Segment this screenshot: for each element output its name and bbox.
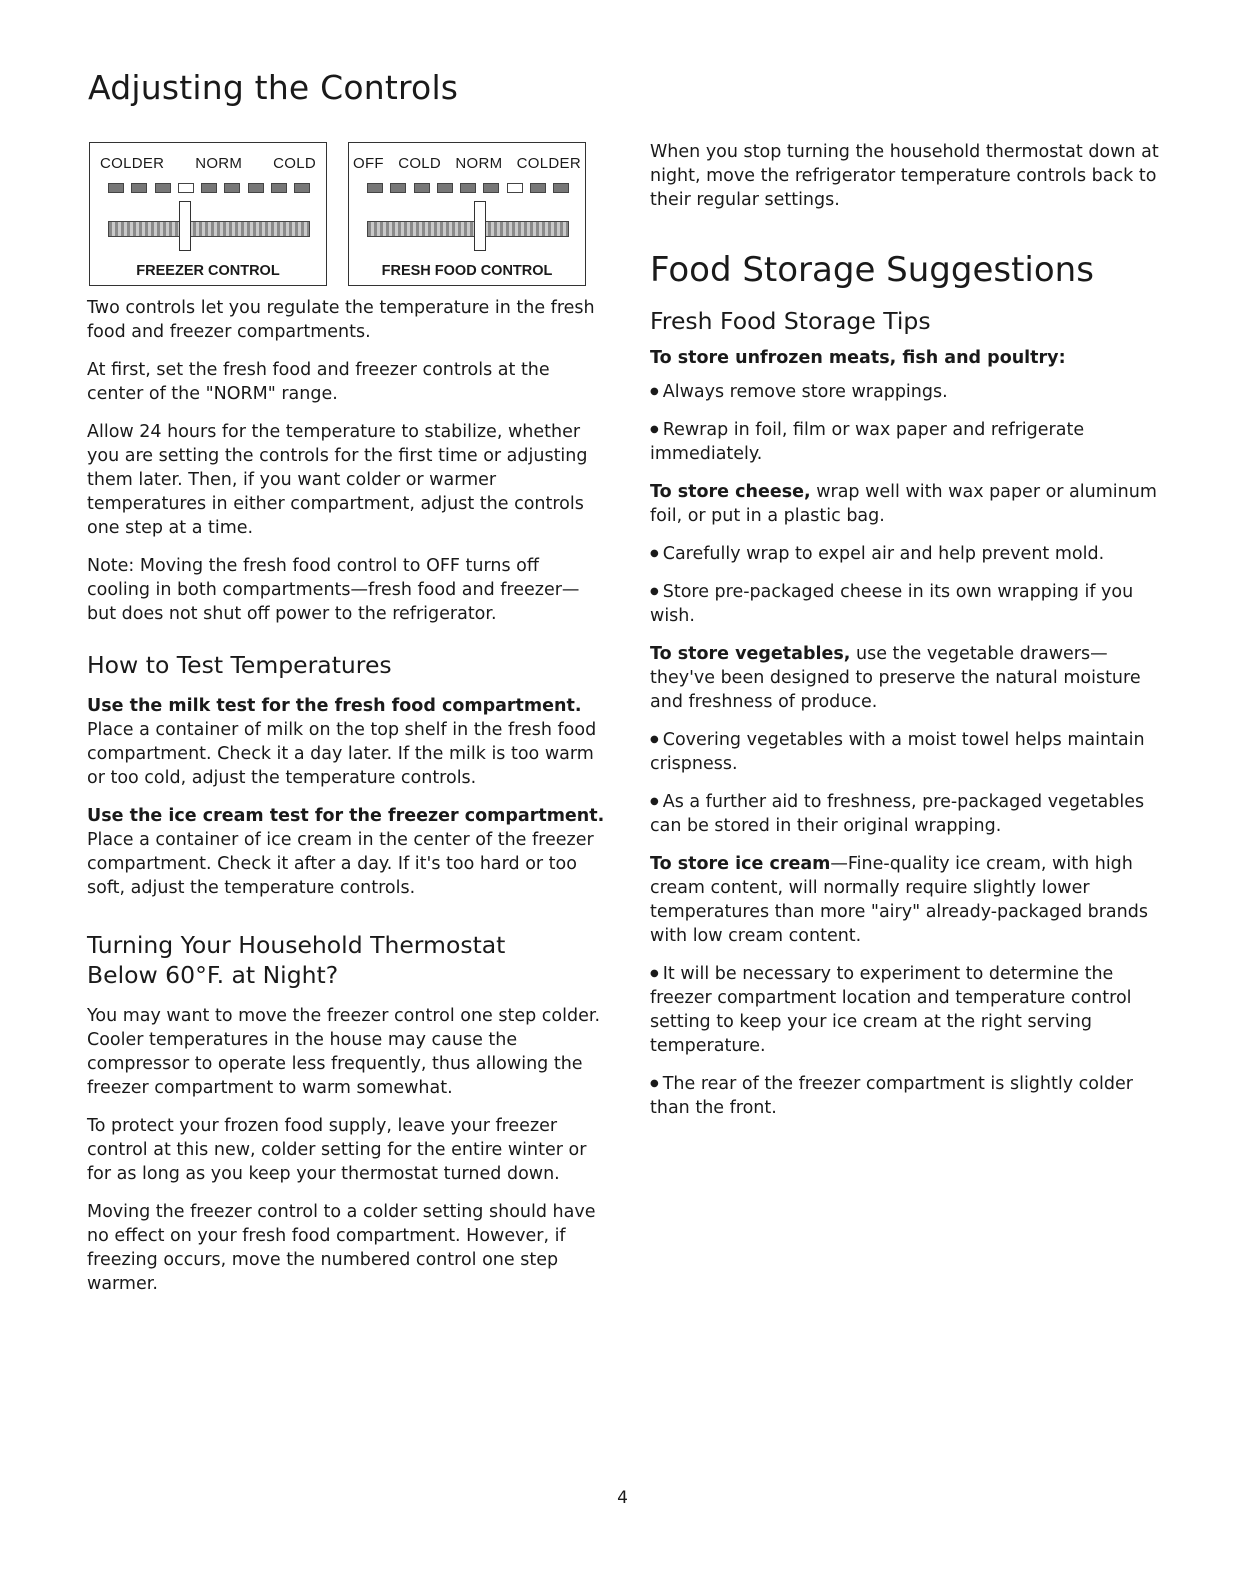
milk-test [87, 694, 607, 790]
freezer-scale-cold: COLD [273, 155, 316, 172]
page-title: Adjusting the Controls [88, 68, 459, 107]
bullet-icon: ● [650, 734, 659, 745]
thermostat-heading-line2: Below 60°F. at Night? [87, 961, 339, 989]
milk-test-lead: Use the milk test for the fresh food compartment. [87, 696, 582, 716]
thermostat-return-note: When you stop turning the household thermostat down at night, move the refrigerator temperature controls back to their regular settings. [650, 142, 1159, 210]
vegetables-bullet-2: ● As a further aid to freshness, pre-packaged vegetables can be stored in their original wrapping. [650, 792, 1145, 836]
food-storage-heading: Food Storage Suggestions [650, 250, 1094, 290]
bullet-icon: ● [650, 386, 659, 397]
thermostat-p3: Moving the freezer control to a colder setting should have no effect on your fresh food compartment. However, if freezing occurs, move the numbered control one step warmer. [87, 1202, 596, 1294]
bullet-icon: ● [650, 586, 659, 597]
right-column [650, 140, 1160, 1134]
meats-bullet-1: ● Always remove store wrappings. [650, 382, 948, 402]
fresh-food-control-diagram [348, 142, 586, 286]
bullet-icon: ● [650, 968, 659, 979]
bullet-icon: ● [650, 1078, 659, 1089]
initial-setting: At first, set the fresh food and freezer controls at the center of the "NORM" range. [87, 360, 550, 404]
ice-cream-bullet-1: ● It will be necessary to experiment to determine the freezer compartment location and temperature control setting to keep your ice cream at the right serving temperature. [650, 964, 1132, 1056]
freezer-slider-knob[interactable] [179, 201, 191, 251]
fresh-scale-cold: COLD [398, 155, 442, 172]
fresh-slider-track [367, 221, 569, 237]
freezer-control-diagram [89, 142, 327, 286]
meats-bullet-2: ● Rewrap in foil, film or wax paper and refrigerate immediately. [650, 420, 1085, 464]
thermostat-heading-line1: Turning Your Household Thermostat [87, 931, 506, 959]
controls-intro: Two controls let you regulate the temperature in the fresh food and freezer compartments. [87, 298, 595, 342]
cheese-tip: To store cheese, wrap well with wax paper or aluminum foil, or put in a plastic bag. [650, 482, 1157, 526]
thermostat-p2: To protect your frozen food supply, leave your freezer control at this new, colder setting for the entire winter or for as long as you keep your thermostat turned down. [87, 1116, 587, 1184]
meats-heading: To store unfrozen meats, fish and poultry: [650, 348, 1066, 368]
ice-cream-bullet-2: ● The rear of the freezer compartment is slightly colder than the front. [650, 1074, 1133, 1118]
fresh-scale-norm: NORM [455, 155, 503, 172]
freezer-step-markers [108, 183, 310, 193]
cheese-bullet-1: ● Carefully wrap to expel air and help prevent mold. [650, 544, 1105, 564]
fresh-step-markers [367, 183, 569, 193]
bullet-icon: ● [650, 796, 659, 807]
cheese-lead: To store cheese, [650, 482, 811, 502]
milk-test-text: Place a container of milk on the top shelf in the fresh food compartment. Check it a day later. If the milk is too warm or too cold, adjust the temperature controls. [87, 720, 597, 788]
fresh-scale [349, 155, 585, 172]
ice-cream-test-lead: Use the ice cream test for the freezer compartment. [87, 806, 605, 826]
freezer-scale [90, 155, 326, 172]
fresh-control-label: FRESH FOOD CONTROL [381, 263, 553, 279]
bullet-icon: ● [650, 548, 659, 559]
thermostat-p1: You may want to move the freezer control one step colder. Cooler temperatures in the house may cause the compressor to operate less frequently, thus allowing the freezer compartment to warm somewhat. [87, 1006, 601, 1098]
left-column [87, 296, 607, 1310]
fresh-slider-knob[interactable] [474, 201, 486, 251]
page-number: 4 [617, 1488, 628, 1508]
freezer-slider-track [108, 221, 310, 237]
freezer-scale-colder: COLDER [100, 155, 165, 172]
thermostat-heading [87, 930, 607, 990]
stabilize-note: Allow 24 hours for the temperature to stabilize, whether you are setting the controls for the first time or adjusting them later. Then, if you want colder or warmer temperatures in either compartment, adjust the controls one step at a time. [87, 422, 588, 538]
freezer-control-label: FREEZER CONTROL [136, 263, 280, 279]
fresh-scale-colder: COLDER [516, 155, 581, 172]
freezer-scale-norm: NORM [195, 155, 243, 172]
cheese-bullet-2: ● Store pre-packaged cheese in its own wrapping if you wish. [650, 582, 1134, 626]
off-note: Note: Moving the fresh food control to OFF turns off cooling in both compartments—fresh food and freezer—but does not shut off power to the refrigerator. [87, 556, 580, 624]
vegetables-bullet-1: ● Covering vegetables with a moist towel helps maintain crispness. [650, 730, 1145, 774]
vegetables-lead: To store vegetables, [650, 644, 851, 664]
ice-cream-lead: To store ice cream [650, 854, 831, 874]
ice-cream-test-text: Place a container of ice cream in the center of the freezer compartment. Check it after a day. If it's too hard or too soft, adjust the temperature controls. [87, 830, 594, 898]
ice-cream-tip: To store ice cream—Fine-quality ice cream, with high cream content, will normally require slightly lower temperatures than more "airy" already-packaged brands with low cream content. [650, 854, 1148, 946]
test-temperatures-heading: How to Test Temperatures [87, 651, 392, 679]
bullet-icon: ● [650, 424, 659, 435]
fresh-scale-off: OFF [353, 155, 384, 172]
fresh-food-tips-heading: Fresh Food Storage Tips [650, 307, 931, 335]
ice-cream-test [87, 804, 607, 900]
vegetables-tip: To store vegetables, use the vegetable drawers—they've been designed to preserve the natural moisture and freshness of produce. [650, 644, 1141, 712]
